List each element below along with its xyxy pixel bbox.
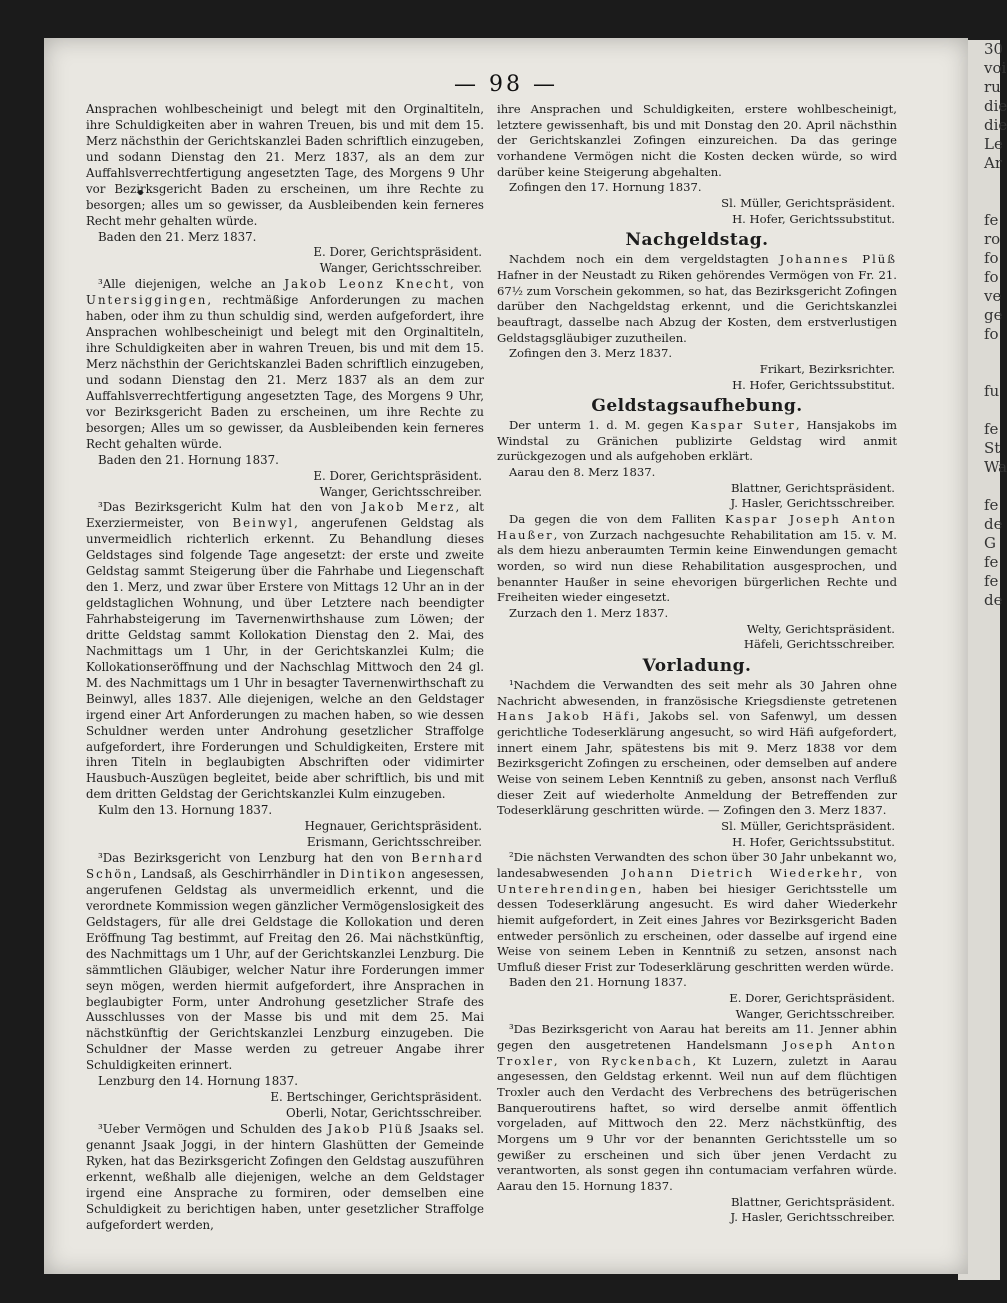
adjacent-page-fragment: Wa: [984, 458, 1007, 476]
notice-paragraph: ihre Ansprachen und Schuldigkeiten, erstere wohlbescheinigt, letztere gewissenhaft, bis und mit Donstag den 20. April nächsthin der Gerichtskanzlei Zofingen einzureichen. Da das geringe vorhandene Vermögen nicht die Kosten decken würde, so wird darüber keine Steigerung abgehalten.: [497, 102, 897, 179]
signature-president: E. Dorer, Gerichtspräsident.: [313, 468, 482, 483]
adjacent-page-fragment: fe: [984, 572, 999, 590]
adjacent-page-fragment: fo: [984, 249, 999, 267]
signature-president: E. Dorer, Gerichtspräsident.: [313, 245, 482, 260]
signature-clerk: J. Hasler, Gerichtsschreiber.: [730, 1210, 895, 1225]
notice-paragraph: ³Ueber Vermögen und Schulden des Jakob Plüß Jsaaks sel. genannt Jsaak Joggi, in der hintern Glashütten der Gemeinde Ryken, hat das Bezirksgericht Zofingen den Geldstag auszuführen erkennt, weßhalb alle diejenigen, welche an dem Geldstager irgend eine Ansprache zu formiren, oder demselben eine Schuldigkeit zu berichtigen haben, unter gesetzlicher Straffolge aufgefordert werden,: [86, 1122, 484, 1232]
notice-place-date: Zurzach den 1. Merz 1837.: [509, 606, 669, 621]
signature-clerk: J. Hasler, Gerichtsschreiber.: [730, 496, 895, 511]
notice-paragraph: Der unterm 1. d. M. gegen Kaspar Suter, Hansjakobs im Windstal zu Gränichen publizirte Geldstag wird anmit zurückgezogen und als aufgehoben erklärt.: [497, 418, 897, 464]
adjacent-page-fragment: [984, 477, 1000, 496]
adjacent-page-fragment: fo: [984, 325, 999, 343]
notice-paragraph: ³Das Bezirksgericht von Lenzburg hat den von Bernhard Schön, Landsaß, als Geschirrhändler in Dintikon angesessen, angerufenen Geldstag als unvermeidlich erkennt, und die verordnete Kommission wegen gänzlicher Vermögenslosigkeit des Geldstagers, für alle drei Geldstage die Kollokation und deren Eröffnung Tag bestimmt, auf Freitag den 26. Mai nächstkünftig, des Nachmittags um 1 Uhr, auf der Gerichtskanzlei Lenzburg. Die sämmtlichen Gläubiger, welcher Natur ihre Forderungen immer seyn mögen, werden hiermit aufgefordert, ihre Ansprachen in beglaubigter Form, unter Androhung gesetzlicher Strafe des Ausschlusses von der Masse bis und mit dem 25. Mai nächstkünftig der Gerichtskanzlei Lenzburg einzugeben. Die Schuldner der Masse werden zu getreuer Angabe ihrer Schuldigkeiten erinnert.: [86, 851, 484, 1073]
notice-paragraph: ³Das Bezirksgericht von Aarau hat bereits am 11. Jenner abhin gegen den ausgetretenen Handelsmann Joseph Anton Troxler, von Ryckenbach, Kt Luzern, zuletzt in Aarau angesessen, den Geldstag erkennt. Weil nun auf dem flüchtigen Troxler auch den Verdacht des Verbrechens des betrügerischen Banqueroutirens haftet, so wird derselbe anmit öffentlich vorgeladen, auf Mittwoch den 22. Merz nächstkünftig, des Morgens um 9 Uhr vor der benannten Gerichtsstelle um so gewißer zu erscheinen und sich über jenen Verdacht zu verantworten, als sonst gegen ihn contumaciam verfahren würde. Aarau den 15. Hornung 1837.: [497, 1022, 897, 1193]
signature-clerk: H. Hofer, Gerichtssubstitut.: [732, 834, 895, 849]
place-name: Ryckenbach: [601, 1053, 693, 1068]
adjacent-page-fragment: [984, 173, 1000, 192]
place-name: Dintikon: [339, 867, 407, 881]
signature-president: Sl. Müller, Gerichtspräsident.: [721, 195, 895, 210]
signature-clerk: Wanger, Gerichtsschreiber.: [319, 484, 482, 499]
adjacent-page-fragment: ge: [984, 306, 1003, 324]
adjacent-page-fragment: G: [984, 534, 996, 552]
notice-place-date: Baden den 21. Hornung 1837.: [509, 975, 687, 990]
signature-president: Hegnauer, Gerichtspräsident.: [304, 819, 482, 834]
signature-clerk: H. Hofer, Gerichtssubstitut.: [732, 377, 895, 392]
signature-president: Welty, Gerichtspräsident.: [746, 621, 895, 636]
signature-clerk: Wanger, Gerichtsschreiber.: [735, 1006, 895, 1021]
adjacent-page-fragment: fo: [984, 268, 999, 286]
person-name: Jakob Leonz Knecht: [284, 277, 450, 292]
notice-paragraph: ³Alle diejenigen, welche an Jakob Leonz Knecht, von Untersiggingen, rechtmäßige Anforderungen zu machen haben, oder ihm zu thun schuldig sind, werden aufgefordert, ihre Ansprachen wohlbescheinigt und belegt mit den Orginaltiteln, ihre Schuldigkeiten aber in wahren Treuen, bis und mit dem 15. Merz nächsthin der Gerichtskanzlei Baden schriftlich einzugeben, und sodann Dienstag den 21. Merz 1837 als an dem zur Auffahlsverrechtfertigung angesetzten Tage, des Morgens 9 Uhr, vor Bezirksgericht Baden zu erscheinen, um ihre Rechte zu besorgen; Alles um so gewisser, da Ausbleibenden kein ferneres Recht gehalten würde.: [86, 277, 485, 451]
signature-president: E. Dorer, Gerichtspräsident.: [729, 991, 895, 1006]
adjacent-page-fragment: die: [984, 97, 1007, 115]
notice-place-date: Baden den 21. Merz 1837.: [98, 229, 257, 244]
adjacent-page-fragment: de: [984, 591, 1003, 609]
adjacent-page-fragment: ro: [984, 230, 1001, 248]
place-name: Unterehrendingen: [497, 881, 638, 896]
adjacent-page-fragment: die: [984, 116, 1007, 134]
signature-clerk: Erismann, Gerichtsschreiber.: [306, 835, 482, 850]
adjacent-page-fragment: ru: [984, 78, 1001, 96]
notice-paragraph: Nachdem noch ein dem vergeldstagten Johannes Plüß Hafner in der Neustadt zu Riken gehörendes Vermögen von Fr. 21. 67½ zum Vorschein gekommen, so hat, das Bezirksgericht Zofingen darüber den Nachgeldstag erkennt, und die Gerichtskanzlei beauftragt, dasselbe nach Abzug der Kosten, dem erstverlustigen Geldstagsgläubiger zuzutheilen.: [497, 252, 897, 345]
signature-clerk: H. Hofer, Gerichtssubstitut.: [732, 211, 895, 226]
adjacent-page-fragment: 30: [984, 40, 1004, 58]
signature-president: Blattner, Gerichtspräsident.: [731, 480, 895, 495]
signature-clerk: Häfeli, Gerichtsschreiber.: [743, 637, 895, 652]
newspaper-page: [44, 38, 968, 1274]
signature-judge: Frikart, Bezirksrichter.: [759, 361, 895, 376]
notice-place-date: Zofingen den 3. Merz 1837.: [509, 346, 673, 361]
adjacent-page-fragment: fe: [984, 211, 999, 229]
person-name: Johann Dietrich Wiederkehr: [622, 865, 859, 880]
adjacent-page-fragment: [984, 192, 1000, 211]
notice-paragraph: ³Das Bezirksgericht Kulm hat den von Jakob Merz, alt Exerziermeister, von Beinwyl, angerufenen Geldstag als unvermeidlich richterlich erkennt. Zu Behandlung dieses Geldstages sind folgende Tage angesetzt: der erste und zweite Geldstag sammt Steigerung über die Fahrhabe und Liegenschaft den 1. Merz, und zwar über Erstere von Mittags 12 Uhr an in der geldstaglichen Wohnung, und über Letztere nach beendigter Fahrhabsteigerung im Tavernenwirthshause zum Löwen; der dritte Geldstag sammt Kollokation Dienstag den 2. Mai, des Nachmittags um 1 Uhr, in der Gerichtskanzlei Kulm; die Kollokationseröffnung und der Nachschlag Mittwoch den 24 gl. M. des Nachmittags um 1 Uhr in besagter Tavernenwirthschaft zu Beinwyl, alles 1837. Alle diejenigen, welche an den Geldstager irgend einer Art Anforderungen zu machen haben, so wie dessen Schuldner werden unter Androhung gesetzlicher Straffolge aufgefordert, ihre Forderungen und Schuldigkeiten, Erstere mit ihren Titeln in beglaubigten Abschriften oder vidimirter Hausbuch-Auszügen begleitet, beide aber schriftlich, bis und mit dem dritten Geldstag der Gerichtskanzlei Kulm einzugeben.: [86, 500, 485, 802]
adjacent-page-fragment: voi: [984, 59, 1007, 77]
notice-paragraph: ²Die nächsten Verwandten des schon über 30 Jahr unbekannt wo, landesabwesenden Johann Dietrich Wiederkehr, von Unterehrendingen, haben bei hiesiger Gerichtsstelle um dessen Todeserklärung angesucht. Es wird daher Wiederkehr hiemit aufgefordert, in Zeit eines Jahres vor Bezirksgericht Baden entweder persönlich zu erscheinen, oder dasselbe auf irgend eine Weise von seinem Leben in Kenntniß zu setzen, ansonst nach Umfluß dieser Frist zur Todeserklärung geschritten werden würde.: [497, 850, 898, 974]
place-name: Beinwyl: [232, 516, 295, 531]
adjacent-page-fragment: [984, 363, 1000, 382]
left-column: [86, 102, 484, 1234]
notice-place-date: Baden den 21. Hornung 1837.: [98, 452, 279, 467]
notice-paragraph: Da gegen die von dem Falliten Kaspar Joseph Anton Haußer, von Zurzach nachgesuchte Rehabilitation am 15. v. M. als dem hiezu anberaumten Termin keine Einwendungen gemacht worden, so wird nun diese Rehabilitation ausgesprochen, und benannter Haußer in seine ehevorigen bürgerlichen Rechte und Freiheiten wieder eingesetzt.: [497, 512, 897, 605]
notice-place-date: Lenzburg den 14. Hornung 1837.: [98, 1074, 299, 1089]
notice-paragraph: Ansprachen wohlbescheinigt und belegt mit den Orginaltiteln, ihre Schuldigkeiten aber in wahren Treuen, bis und mit dem 15. Merz nächsthin der Gerichtskanzlei Baden schriftlich einzugeben, und sodann Dienstag den 21. Merz 1837, als an dem zur Auffahlsverrechtfertigung angesetzten Tage, des Morgens 9 Uhr vor Bezirksgericht Baden zu erscheinen, um ihre Rechte zu besorgen; alles um so gewisser, da Ausbleibenden kein ferneres Recht mehr gehalten würde.: [86, 102, 484, 228]
adjacent-page-fragment: Le: [984, 135, 1003, 153]
notice-paragraph: ¹Nachdem die Verwandten des seit mehr als 30 Jahren ohne Nachricht abwesenden, in französische Kriegsdienste getretenen Hans Jakob Häfi, Jakobs sel. von Safenwyl, um dessen gerichtliche Todeserklärung angesucht, so wird Häfi aufgefordert, innert einem Jahr, spätestens bis mit 9. Merz 1838 vor dem Bezirksgericht Zofingen zu erscheinen, oder demselben auf andere Weise von seinem Leben Kenntniß zu geben, ansonst nach Verfluß dieser Zeit auf wiederholte Anmeldung der Betreffenden zur Todeserklärung geschritten würde. — Zofingen den 3. Merz 1837.: [497, 678, 897, 818]
adjacent-page-fragment: fe: [984, 496, 999, 514]
person-name: Kaspar Joseph Anton Haußer: [497, 512, 897, 542]
adjacent-page-fragment: fe: [984, 420, 999, 438]
signature-president: E. Bertschinger, Gerichtspräsident.: [270, 1090, 482, 1105]
adjacent-page-fragment: fe: [984, 553, 999, 571]
page-number: — 98 —: [454, 72, 558, 97]
person-name: Jakob Merz: [361, 500, 456, 515]
signature-clerk: Oberli, Notar, Gerichtsschreiber.: [285, 1106, 482, 1121]
notice-place-date: Zofingen den 17. Hornung 1837.: [509, 180, 702, 195]
place-name: Untersiggingen: [86, 293, 208, 308]
person-name: Joseph Anton Troxler: [497, 1038, 897, 1068]
person-name: Johannes Plüß: [779, 252, 897, 267]
person-name: Hans Jakob Häfi: [497, 709, 636, 724]
adjacent-page-fragment: de: [984, 515, 1003, 533]
section-heading-vorladung: Vorladung.: [642, 656, 752, 676]
signature-clerk: Wanger, Gerichtsschreiber.: [319, 261, 482, 276]
adjacent-page-fragment: Ar: [984, 154, 1003, 172]
notice-place-date: Kulm den 13. Hornung 1837.: [98, 803, 273, 818]
signature-president: Sl. Müller, Gerichtspräsident.: [721, 818, 895, 833]
person-name: Jakob Plüß: [327, 1122, 415, 1136]
adjacent-page-fragment: St: [984, 439, 1001, 457]
adjacent-page-fragment: fu: [984, 382, 1000, 400]
notice-place-date: Aarau den 8. Merz 1837.: [509, 465, 656, 480]
person-name: Bernhard Schön: [86, 851, 484, 881]
section-heading-geldstagsaufhebung: Geldstagsaufhebung.: [591, 396, 803, 417]
adjacent-page-fragment: [984, 401, 1000, 420]
right-column: [497, 102, 897, 1226]
signature-president: Blattner, Gerichtspräsident.: [731, 1194, 895, 1209]
adjacent-page-fragment: ve: [984, 287, 1002, 305]
person-name: Kaspar Suter: [690, 418, 796, 433]
section-heading-nachgeldstag: Nachgeldstag.: [625, 230, 769, 251]
adjacent-page-fragment: [984, 344, 1000, 363]
